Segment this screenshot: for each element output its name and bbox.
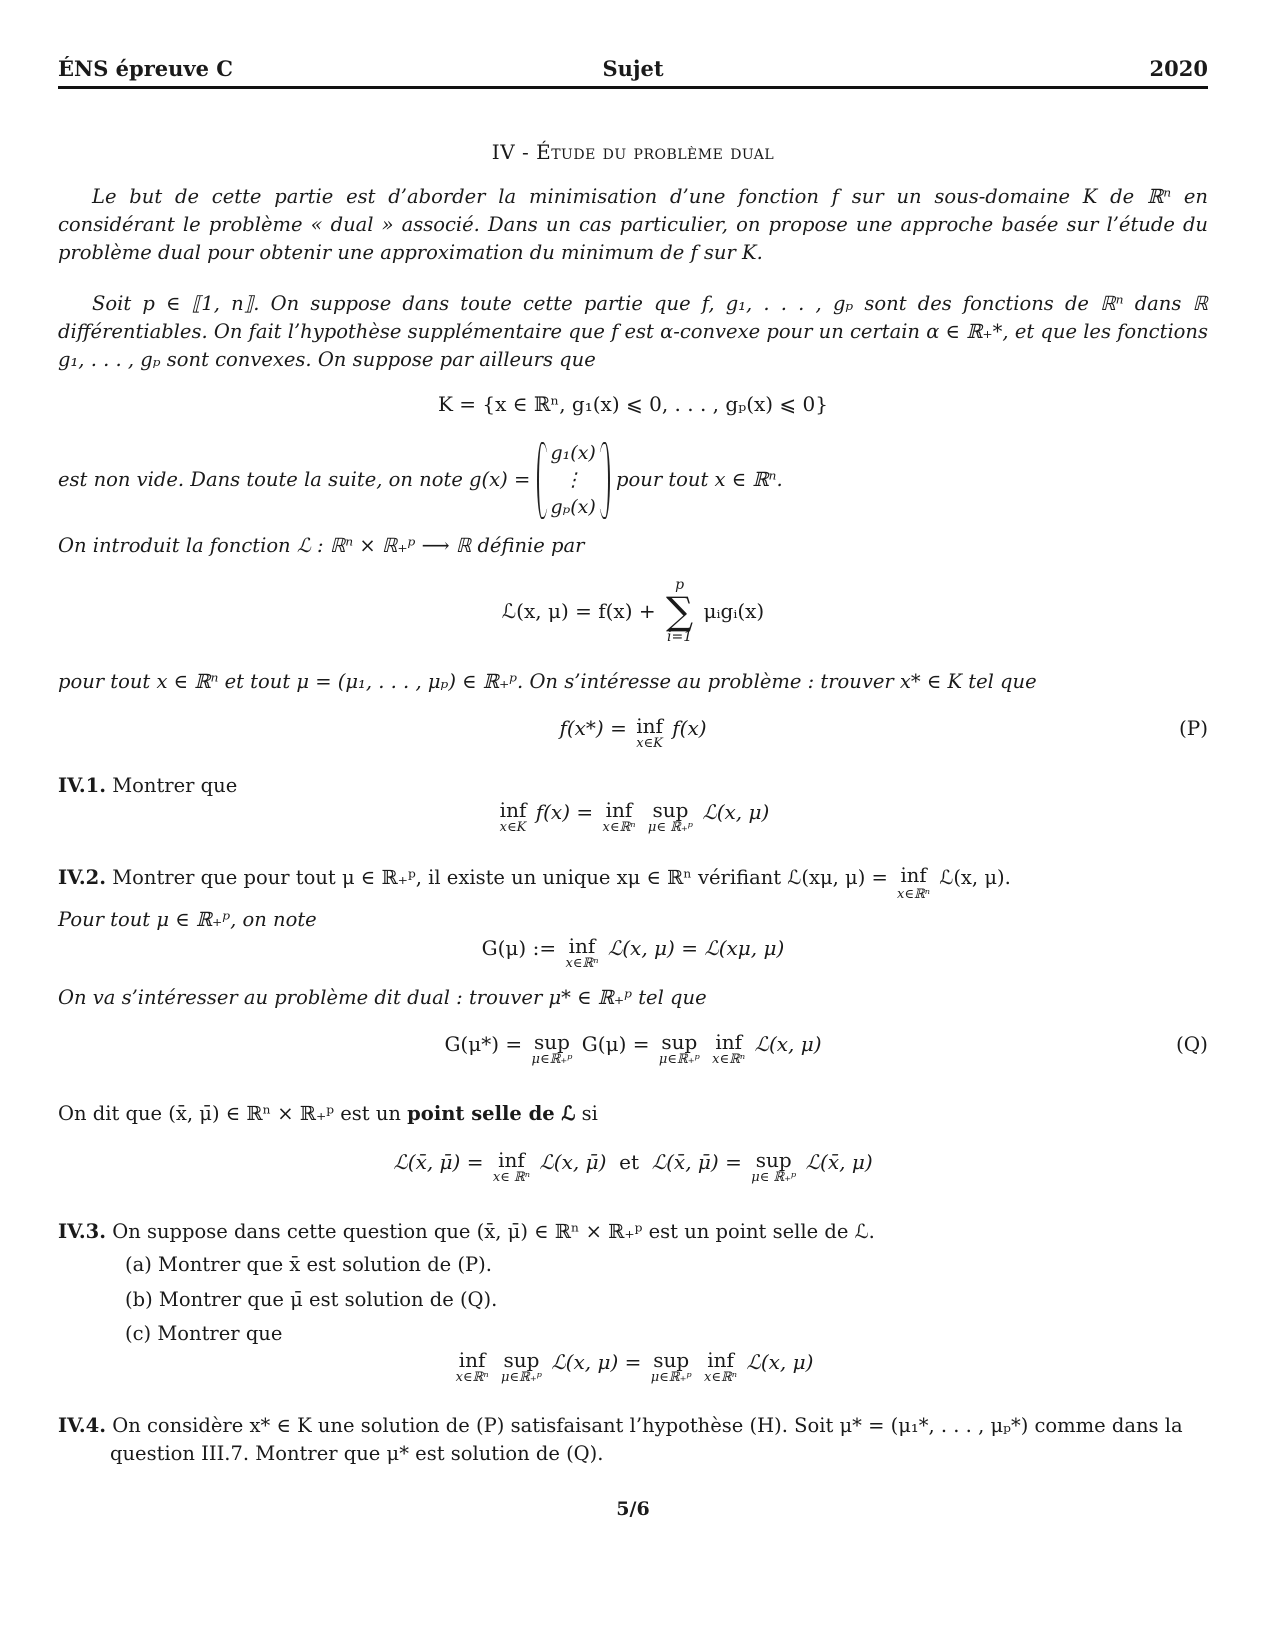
eq-Q-left: G(μ*) = xyxy=(444,1032,523,1056)
note-G: Pour tout μ ∈ ℝ₊ᵖ, on note xyxy=(58,908,317,931)
op-inf xyxy=(897,864,930,903)
tag-Q: (Q) xyxy=(1175,1032,1208,1056)
op-sup xyxy=(659,1032,700,1067)
op-limit: x∈ℝⁿ xyxy=(897,887,931,903)
eq-P-inf xyxy=(636,716,663,751)
op-limit: x∈ℝⁿ xyxy=(602,820,636,835)
op-text: sup xyxy=(653,1348,690,1372)
question-text: Montrer que xyxy=(112,774,238,797)
equation-Q xyxy=(58,1032,1208,1067)
page-number: 5/6 xyxy=(616,1498,650,1520)
matrix-row-3: gₚ(x) xyxy=(550,496,596,518)
question-IV2 xyxy=(58,864,1208,903)
header-center: Sujet xyxy=(602,56,664,81)
equation-K: K = {x ∈ ℝⁿ, g₁(x) ⩽ 0, . . . , gₚ(x) ⩽ 0} xyxy=(437,392,828,416)
op-limit: x∈ ℝⁿ xyxy=(492,1170,531,1185)
question-text: Montrer que pour tout μ ∈ ℝ₊ᵖ, il existe un unique xμ ∈ ℝⁿ vérifiant ℒ(xμ, μ) = xyxy=(112,866,888,889)
equation-G xyxy=(58,936,1208,971)
question-IV4-line2: question III.7. Montrer que μ* est solution de (Q). xyxy=(110,1442,604,1465)
g-vector-matrix xyxy=(537,440,610,521)
saddle-before: On dit que (x̄, μ̄) ∈ ℝⁿ × ℝ₊ᵖ est un xyxy=(58,1102,401,1125)
saddle-r1: ℒ(x, μ̄) xyxy=(539,1150,607,1174)
question-text: On suppose dans cette question que (x̄, μ̄) ∈ ℝⁿ × ℝ₊ᵖ est un point selle de ℒ. xyxy=(112,1220,875,1243)
op-text: sup xyxy=(755,1148,792,1172)
matrix-row-2: ⋮ xyxy=(563,469,583,491)
eq-P-right: f(x) xyxy=(672,716,707,740)
saddle-l1: ℒ(x̄, μ̄) = xyxy=(393,1150,484,1174)
equation-saddle xyxy=(58,1150,1208,1185)
nonvide-after: pour tout x ∈ ℝⁿ. xyxy=(616,468,783,491)
eq-L-right: μᵢgᵢ(x) xyxy=(703,599,765,623)
op-inf xyxy=(456,1350,489,1385)
nonvide-line xyxy=(58,440,1208,521)
op-text: inf xyxy=(605,798,633,822)
header-left: ÉNS épreuve C xyxy=(58,56,234,81)
question-IV3-a: (a) Montrer que x̄ est solution de (P). xyxy=(125,1253,492,1276)
op-limit: x∈K xyxy=(636,736,663,751)
equation-L xyxy=(58,578,1208,644)
intro-paragraph: Le but de cette partie est d’aborder la minimisation d’une fonction f sur un sous-domaine K de ℝⁿ en considérant le problème « dual » associé. Dans un cas particulier, on propose une approche basée sur l’étude du problème dual pour obtenir une approximation du minimum de f sur K. xyxy=(58,185,1208,264)
op-text: sup xyxy=(533,1030,570,1054)
question-label: IV.4. xyxy=(58,1414,106,1437)
question-label: IV.3. xyxy=(58,1220,106,1243)
op-limit: μ∈ℝ₊ᵖ xyxy=(650,1370,692,1385)
op-inf xyxy=(704,1350,737,1385)
question-IV3-c: (c) Montrer que xyxy=(125,1322,283,1345)
dual-intro: On va s’intéresser au problème dit dual : trouver μ* ∈ ℝ₊ᵖ tel que xyxy=(58,986,707,1009)
header-rule xyxy=(58,86,1208,89)
question-label: IV.2. xyxy=(58,866,106,889)
op-sup xyxy=(501,1350,542,1385)
op-text: inf xyxy=(498,1148,525,1172)
op-inf xyxy=(493,1150,530,1185)
saddle-term: point selle de ℒ xyxy=(407,1102,576,1125)
saddle-r2: ℒ(x̄, μ) xyxy=(805,1150,873,1174)
header-right: 2020 xyxy=(1149,56,1208,81)
op-sup xyxy=(751,1150,796,1185)
op-text: inf xyxy=(715,1030,743,1054)
eq-right: ℒ(x, μ) xyxy=(702,800,770,824)
op-text: inf xyxy=(636,714,663,738)
sum-bottom: i=1 xyxy=(667,629,693,645)
question-IV4 xyxy=(58,1412,1208,1440)
op-limit: μ∈ℝ₊ᵖ xyxy=(500,1370,542,1385)
op-limit: x∈K xyxy=(499,820,527,835)
question-IV1 xyxy=(58,772,1208,800)
op-inf xyxy=(500,800,527,835)
op-text: sup xyxy=(503,1348,540,1372)
nonvide-before: est non vide. Dans toute la suite, on note g(x) = xyxy=(58,468,531,491)
op-sup xyxy=(532,1032,573,1067)
question-IV3 xyxy=(58,1218,1208,1246)
saddle-l2: ℒ(x̄, μ̄) = xyxy=(651,1150,742,1174)
saddle-et: et xyxy=(619,1150,639,1174)
eq-Q-mid: G(μ) = xyxy=(581,1032,650,1056)
eq-Q-right: ℒ(x, μ) xyxy=(754,1032,822,1056)
page xyxy=(58,0,1208,1650)
equation-IV1 xyxy=(58,800,1208,835)
equation-IV3c xyxy=(58,1350,1208,1385)
sum-operator xyxy=(666,578,693,644)
op-text: sup xyxy=(652,798,689,822)
op-inf xyxy=(712,1032,745,1067)
matrix-row-1: g₁(x) xyxy=(550,442,596,464)
op-text: inf xyxy=(499,798,527,822)
question-label: IV.1. xyxy=(58,774,106,797)
eq-G-left: G(μ) := xyxy=(481,936,557,960)
op-limit: x∈ℝⁿ xyxy=(704,1370,738,1385)
tag-P: (P) xyxy=(1178,716,1208,740)
question-text-line1: On considère x* ∈ K une solution de (P) satisfaisant l’hypothèse (H). Soit μ* = (μ₁*, . . . , μₚ*) comme dans la xyxy=(112,1414,1183,1437)
saddle-definition xyxy=(58,1100,1208,1128)
sum-top: p xyxy=(675,577,685,593)
op-limit: μ∈ ℝ₊ᵖ xyxy=(751,1170,797,1185)
op-limit: x∈ℝⁿ xyxy=(712,1052,746,1067)
eq-L-left: ℒ(x, μ) = f(x) + xyxy=(501,599,656,623)
op-limit: x∈ℝⁿ xyxy=(565,956,599,971)
intro-L: On introduit la fonction ℒ : ℝⁿ × ℝ₊ᵖ ⟶ ℝ définie par xyxy=(58,534,585,557)
saddle-after: si xyxy=(581,1102,598,1125)
op-text: inf xyxy=(707,1348,734,1372)
question-IV3-b: (b) Montrer que μ̄ est solution de (Q). xyxy=(125,1288,498,1311)
op-inf xyxy=(565,936,598,971)
eq-right: ℒ(x, μ) xyxy=(746,1350,814,1374)
problem-intro: pour tout x ∈ ℝⁿ et tout μ = (μ₁, . . . , μₚ) ∈ ℝ₊ᵖ. On s’intéresse au problème : trouver x* ∈ K tel que xyxy=(58,670,1037,693)
equation-P xyxy=(58,716,1208,751)
op-sup xyxy=(648,800,693,835)
op-text: inf xyxy=(458,1348,486,1372)
section-title: IV - Étude du problème dual xyxy=(491,140,775,164)
hypotheses-paragraph: Soit p ∈ ⟦1, n⟧. On suppose dans toute cette partie que f, g₁, . . . , gₚ sont des fonctions de ℝⁿ dans ℝ différentiables. On fait l’hypothèse supplémentaire que f est α-convexe pour un certain α ∈ ℝ₊*, et que les fonctions g₁, . . . , gₚ sont convexes. On suppose par ailleurs que xyxy=(58,292,1208,371)
sum-symbol: ∑ xyxy=(666,589,694,633)
op-inf xyxy=(602,800,635,835)
eq-P-left: f(x*) = xyxy=(559,716,627,740)
eq-mid: f(x) = xyxy=(535,800,594,824)
op-limit: μ∈ ℝ₊ᵖ xyxy=(647,820,693,835)
op-limit: x∈ℝⁿ xyxy=(455,1370,489,1385)
question-end: ℒ(x, μ). xyxy=(939,866,1011,889)
op-text: sup xyxy=(661,1030,698,1054)
eq-G-right: ℒ(x, μ) = ℒ(xμ, μ) xyxy=(607,936,785,960)
op-text: inf xyxy=(568,934,596,958)
page-header xyxy=(58,56,1208,86)
op-text: inf xyxy=(900,864,927,887)
op-sup xyxy=(651,1350,692,1385)
op-limit: μ∈ℝ₊ᵖ xyxy=(658,1052,700,1067)
eq-mid: ℒ(x, μ) = xyxy=(551,1350,642,1374)
op-limit: μ∈ℝ₊ᵖ xyxy=(531,1052,573,1067)
